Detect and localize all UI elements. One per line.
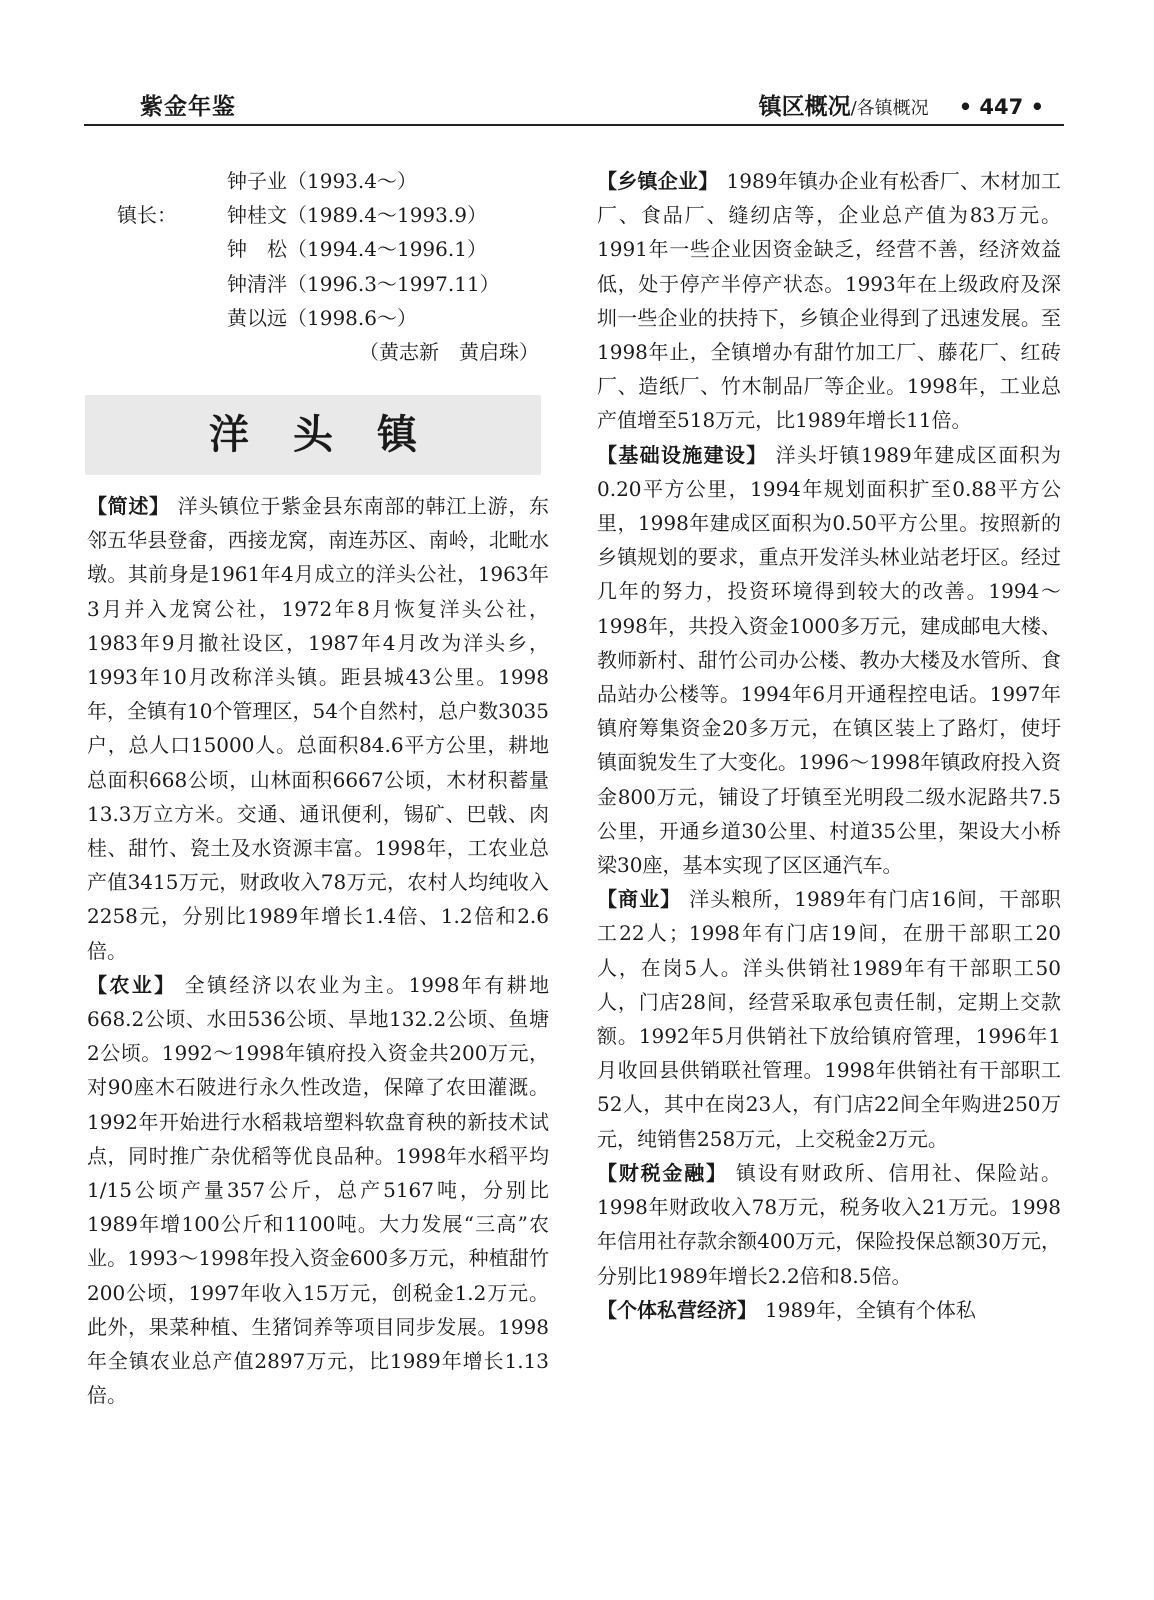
authors-credit: （黄志新 黄启珠） <box>359 339 539 364</box>
leader-role <box>117 198 217 232</box>
header-rule <box>84 124 1064 126</box>
section-township-enterprise <box>597 164 1061 438</box>
leader-row <box>87 198 549 232</box>
section-heading: 【财税金融】 <box>597 1160 728 1185</box>
leader-entry: 钟 松（1994.4～1996.1） <box>227 237 487 262</box>
page-number: • 447 • <box>958 95 1044 119</box>
section-commerce <box>597 882 1061 1156</box>
section-finance <box>597 1156 1061 1293</box>
left-column <box>87 164 549 1412</box>
leader-entry: 钟桂文（1989.4～1993.9） <box>227 203 487 228</box>
section-body: 洋头圩镇1989年建成区面积为0.20平方公里，1994年规划面积扩至0.88平方公里，1998年建成区面积为0.50平方公里。按照新的乡镇规划的要求，重点开发洋头林业站老圩区。经过几年的努力，投资环境得到较大的改善。1994～1998年，共投入资金1000多万元，建成邮电大楼、教师新村、甜竹公司办公楼、教办大楼及水管所、食品站办公楼等。1994年6月开通程控电话。1997年镇府筹集资金20多万元，在镇区装上了路灯，使圩镇面貌发生了大变化。1996～1998年镇政府投入资金800万元，铺设了圩镇至光明段二级水泥路共7.5公里，开通乡道30公里、村道35公里，架设大小桥梁30座，基本实现了区区通汽车。 <box>597 442 1062 878</box>
section-heading: 【基础设施建设】 <box>597 442 768 467</box>
section-agriculture <box>87 968 549 1413</box>
leader-row <box>87 232 549 266</box>
leader-entry: 钟子业（1993.4～） <box>227 169 417 193</box>
running-header <box>759 88 1044 121</box>
section-body: 1989年，全镇有个体私 <box>765 1297 976 1322</box>
section-heading: 【个体私营经济】 <box>597 1297 757 1322</box>
right-column <box>597 164 1061 1327</box>
section-body: 洋头粮所，1989年有门店16间，干部职工22人；1998年有门店19间，在册干部职工20人，在岗5人。洋头供销社1989年有干部职工50人，门店28间，经营采取承包责任制，定期上交款额。1992年5月供销社下放给镇府管理，1996年1月收回县供销联社管理。1998年供销社有干部职工52人，其中在岗23人，有门店22间全年购进250万元，纯销售258万元，上交税金2万元。 <box>597 887 1061 1151</box>
subsection-title: /各镇概况 <box>850 98 929 119</box>
leader-row <box>87 301 549 335</box>
yearbook-title: 紫金年鉴 <box>140 94 236 120</box>
section-body: 镇设有财政所、信用社、保险站。1998年财政收入78万元，税务收入21万元。1998年信用社存款余额400万元，保险投保总额30万元，分别比1989年增长2.2倍和8.5倍。 <box>597 1160 1062 1288</box>
section-private-economy <box>597 1293 1061 1327</box>
section-overview <box>87 489 549 968</box>
leader-role-label: 镇长： <box>117 203 177 228</box>
town-title: 洋头镇 <box>209 411 461 458</box>
section-heading: 【简述】 <box>87 493 170 518</box>
section-title: 镇区概况 <box>758 94 851 120</box>
town-title-banner <box>85 395 541 475</box>
leaders-list <box>87 164 549 371</box>
leader-row <box>87 164 549 198</box>
section-infrastructure <box>597 438 1061 883</box>
section-heading: 【商业】 <box>597 887 682 912</box>
section-body: 洋头镇位于紫金县东南部的韩江上游，东邻五华县登畲，西接龙窝，南连苏区、南岭，北毗水墩。其前身是1961年4月成立的洋头公社，1963年3月并入龙窝公社，1972年8月恢复洋头公社，1983年9月撤社设区，1987年4月改为洋头乡，1993年10月改称洋头镇。距县城43公里。1998年，全镇有10个管理区，54个自然村，总户数3035户，总人口15000人。总面积84.6平方公里，耕地总面积668公顷，山林面积6667公顷，木材积蓄量13.3万立方米。交通、通讯便利，锡矿、巴戟、肉桂、甜竹、瓷土及水资源丰富。1998年，工农业总产值3415万元，财政收入78万元，农村人均纯收入2258元，分别比1989年增长1.4倍、1.2倍和2.6倍。 <box>87 493 550 963</box>
leader-entry: 钟清泮（1996.3～1997.11） <box>227 271 500 296</box>
section-heading: 【农业】 <box>87 972 177 997</box>
leader-row <box>87 267 549 301</box>
section-heading: 【乡镇企业】 <box>597 169 719 193</box>
section-body: 全镇经济以农业为主。1998年有耕地668.2公顷、水田536公顷、旱地132.2公顷、鱼塘2公顷。1992～1998年镇府投入资金共200万元，对90座木石陂进行永久性改造，保障了农田灌溉。1992年开始进行水稻栽培塑料软盘育秧的新技术试点，同时推广杂优稻等优良品种。1998年水稻平均1/15公顷产量357公斤，总产5167吨，分别比1989年增100公斤和1100吨。大力发展“三高”农业。1993～1998年投入资金600多万元，种植甜竹200公顷，1997年收入15万元，创税金1.2万元。此外，果菜种植、生猪饲养等项目同步发展。1998年全镇农业总产值2897万元，比1989年增长1.13倍。 <box>87 972 549 1408</box>
leader-entry: 黄以远（1998.6～） <box>227 305 417 330</box>
section-body: 1989年镇办企业有松香厂、木材加工厂、食品厂、缝纫店等，企业总产值为83万元。1991年一些企业因资金缺乏，经营不善，经济效益低，处于停产半停产状态。1993年在上级政府及深圳一些企业的扶持下，乡镇企业得到了迅速发展。至1998年止，全镇增办有甜竹加工厂、藤花厂、红砖厂、造纸厂、竹木制品厂等企业。1998年，工业总产值增至518万元，比1989年增长11倍。 <box>597 169 1061 433</box>
